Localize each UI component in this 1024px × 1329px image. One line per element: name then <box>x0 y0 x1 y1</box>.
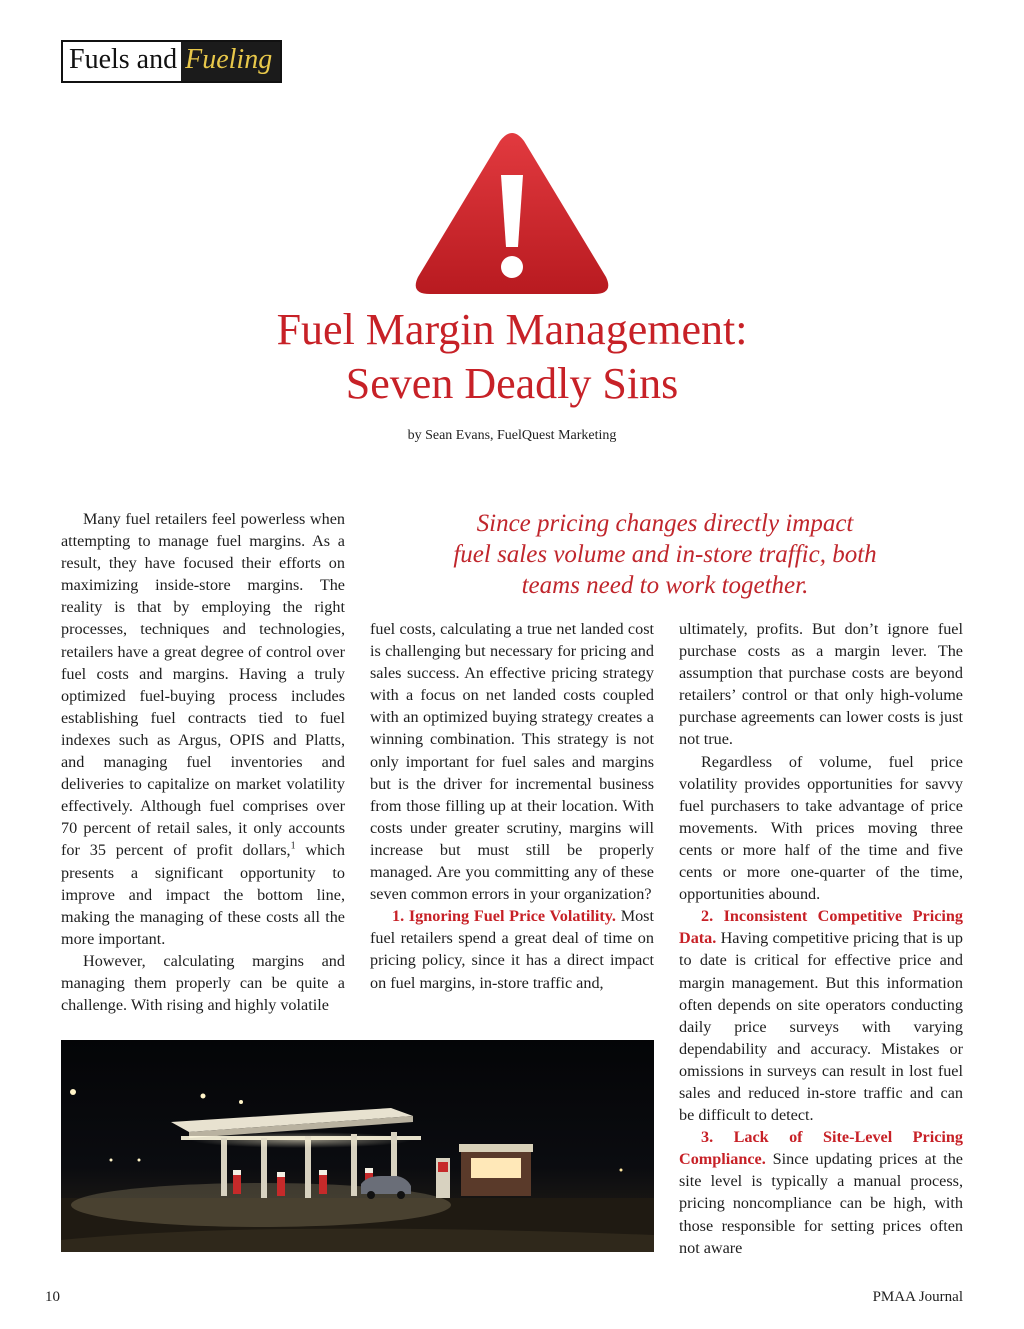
article-title-line2: Seven Deadly Sins <box>345 359 679 408</box>
col3-paragraph-2: Regardless of volume, fuel price volatility provides opportunities for savvy fuel purchasers to take advantage of price movements. With prices moving three cents or more half of the time and five cents or more one-quarter of the time, opportunities abound. <box>679 752 963 904</box>
section-tag-accent: Fueling <box>181 42 280 81</box>
sin1-heading: 1. Ignoring Fuel Price Volatility. <box>392 907 616 926</box>
col1-p1-continued: which presents a significant opportunity to improve and impact the bottom line, making the managing of these costs all the more important. <box>61 841 346 948</box>
sin3-text: Since updating prices at the site level is typically a manual process, pricing noncompliance can be high, with those responsible for setting prices often not aware <box>679 1150 963 1257</box>
article-title <box>0 303 1024 411</box>
column-2 <box>370 618 654 994</box>
column-3 <box>679 618 963 1259</box>
column-1 <box>61 508 345 1016</box>
col1-p1-text: Many fuel retailers feel powerless when attempting to manage fuel margins. As a result, they have focused their efforts on maximizing inside-store margins. The reality is that by employing the right processes, techniques and technologies, retailers have a great degree of control over fuel costs and margins. Having a truly optimized fuel-buying process includes establishing fuel contracts tied to fuel indexes such as Argus, OPIS and Platts, and managing fuel inventories and deliveries to capitalize on market volatility effectively. Although fuel comprises over 70 percent of retail sales, it only accounts for 35 percent of profit dollars, <box>61 510 345 860</box>
col3-paragraph-sin3 <box>679 1126 963 1259</box>
col2-paragraph-1: fuel costs, calculating a true net landed cost is challenging but necessary for pricing and sales success. An effective pricing strategy with a focus on net landed costs coupled with an optimized buying strategy creates a winning combination. This strategy is not only important for fuel sales and margins but is the driver for incremental business from those filling up at their location. With costs under greater scrutiny, margins will increase but must still be properly managed. Are you committing any of these seven common errors in your organization? <box>370 620 654 904</box>
col2-paragraph-sin1 <box>370 905 654 993</box>
page-number: 10 <box>45 1289 60 1305</box>
sin1-text: Most fuel retailers spend a great deal of time on pricing policy, since it has a direct impact on fuel margins, in-store traffic and, <box>370 907 654 992</box>
warning-triangle-icon <box>414 129 610 296</box>
article-title-line1: Fuel Margin Management: <box>276 305 748 354</box>
col1-paragraph-1 <box>61 508 345 950</box>
byline: by Sean Evans, FuelQuest Marketing <box>407 428 617 443</box>
pull-quote <box>405 508 925 601</box>
sin2-heading: 2. Inconsistent Competitive Pricing Data. <box>679 907 963 948</box>
pull-quote-line1: Since pricing changes directly impact <box>476 510 854 537</box>
section-tag-main: Fuels and <box>63 42 181 81</box>
gas-station-night-photo <box>61 1040 654 1252</box>
section-tag <box>61 40 282 83</box>
pull-quote-line3: teams need to work together. <box>521 572 809 599</box>
sin3-heading: 3. Lack of Site-Level Pricing Compliance. <box>679 1128 963 1169</box>
journal-name: PMAA Journal <box>872 1289 963 1305</box>
col3-paragraph-1: ultimately, profits. But don’t ignore fuel purchase costs as a margin lever. The assumption that purchase costs are beyond retailers’ control or that only high-volume purchase agreements can lower costs is just not true. <box>679 620 963 749</box>
sin2-text: Having competitive pricing that is up to date is critical for effective price and margin management. But this information often depends on site operators conducting daily price surveys with varying dependability and accuracy. Mistakes or omissions in surveys can result in lost fuel sales and reduced in-store traffic and can be difficult to detect. <box>679 929 963 1125</box>
col3-paragraph-sin2 <box>679 905 963 1126</box>
pull-quote-line2: fuel sales volume and in-store traffic, both <box>453 541 877 568</box>
footnote-marker: 1 <box>290 841 296 853</box>
col1-paragraph-2: However, calculating margins and managing them properly can be quite a challenge. With rising and highly volatile <box>61 951 345 1015</box>
